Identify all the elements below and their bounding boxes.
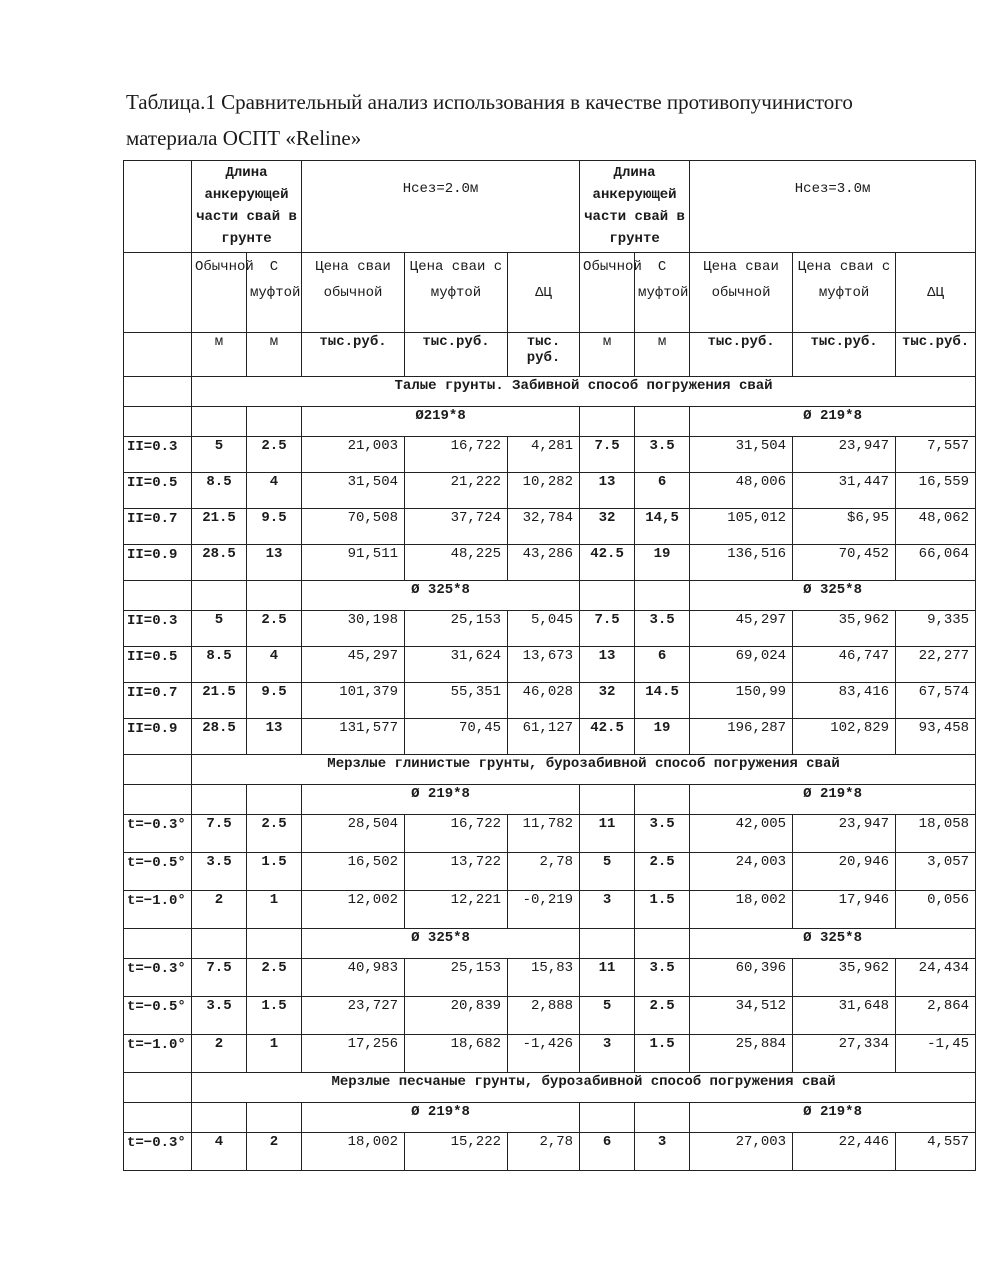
length-sleeve-b: 6 xyxy=(635,647,690,683)
length-ordinary-a: 2 xyxy=(192,1035,247,1073)
length-sleeve-b: 2.5 xyxy=(635,997,690,1035)
length-sleeve-b: 1.5 xyxy=(635,891,690,929)
length-sleeve-a: 1.5 xyxy=(247,853,302,891)
price-ordinary-a: 12,002 xyxy=(302,891,405,929)
empty-cell xyxy=(124,333,192,377)
price-ordinary-b: 69,024 xyxy=(690,647,793,683)
pipe-size-b: Ø 219*8 xyxy=(690,407,976,437)
table-row xyxy=(124,1133,976,1171)
header-row-1 xyxy=(124,161,976,253)
row-label: II=0.3 xyxy=(124,611,192,647)
delta-a: 15,83 xyxy=(508,959,580,997)
price-ordinary-b: 136,516 xyxy=(690,545,793,581)
section-title: Мерзлые глинистые грунты, бурозабивной способ погружения свай xyxy=(192,755,976,785)
price-sleeve-b: 20,946 xyxy=(793,853,896,891)
unit-m: м xyxy=(635,333,690,377)
price-sleeve-b: 35,962 xyxy=(793,959,896,997)
pipe-size-a: Ø 219*8 xyxy=(302,785,580,815)
length-sleeve-b: 19 xyxy=(635,719,690,755)
length-sleeve-a: 9.5 xyxy=(247,509,302,545)
length-ordinary-b: 13 xyxy=(580,473,635,509)
price-sleeve-b: 23,947 xyxy=(793,815,896,853)
price-sleeve-a: 48,225 xyxy=(405,545,508,581)
price-sleeve-b: 27,334 xyxy=(793,1035,896,1073)
unit-rub: тыс.руб. xyxy=(405,333,508,377)
corner-cell xyxy=(124,161,192,253)
delta-a: 32,784 xyxy=(508,509,580,545)
length-sleeve-a: 2.5 xyxy=(247,611,302,647)
length-sleeve-a: 2.5 xyxy=(247,959,302,997)
unit-rub: тыс.руб. xyxy=(302,333,405,377)
unit-rub: тыс.руб. xyxy=(793,333,896,377)
ordinary-col-header-b: Обычной xyxy=(580,253,635,333)
empty-cell xyxy=(635,1103,690,1133)
price-ordinary-b: 150,99 xyxy=(690,683,793,719)
price-ordinary-b: 42,005 xyxy=(690,815,793,853)
pipe-size-b: Ø 325*8 xyxy=(690,581,976,611)
price-sleeve-header-b: Цена сваи с муфтой xyxy=(793,253,896,333)
empty-cell xyxy=(124,785,192,815)
section-title: Мерзлые песчаные грунты, бурозабивной способ погружения свай xyxy=(192,1073,976,1103)
table-row xyxy=(124,545,976,581)
table-row xyxy=(124,997,976,1035)
length-sleeve-b: 14,5 xyxy=(635,509,690,545)
delta-b: 3,057 xyxy=(896,853,976,891)
price-ordinary-b: 48,006 xyxy=(690,473,793,509)
delta-a: -0,219 xyxy=(508,891,580,929)
empty-cell xyxy=(635,929,690,959)
length-ordinary-a: 2 xyxy=(192,891,247,929)
delta-b: 67,574 xyxy=(896,683,976,719)
price-ordinary-b: 18,002 xyxy=(690,891,793,929)
length-ordinary-b: 5 xyxy=(580,853,635,891)
empty-cell xyxy=(247,785,302,815)
delta-a: 2,888 xyxy=(508,997,580,1035)
table-row xyxy=(124,683,976,719)
row-label: II=0.7 xyxy=(124,509,192,545)
row-label: II=0.5 xyxy=(124,647,192,683)
pipe-size-a: Ø 219*8 xyxy=(302,1103,580,1133)
price-sleeve-a: 25,153 xyxy=(405,611,508,647)
row-label: t=−1.0° xyxy=(124,891,192,929)
row-label: II=0.9 xyxy=(124,545,192,581)
price-ordinary-a: 30,198 xyxy=(302,611,405,647)
delta-a: 11,782 xyxy=(508,815,580,853)
section-row xyxy=(124,377,976,407)
units-row xyxy=(124,333,976,377)
table-caption: Таблица.1 Сравнительный анализ использования в качестве противопучинистого материала ОСПТ «Reline» xyxy=(126,90,853,150)
length-ordinary-b: 42.5 xyxy=(580,719,635,755)
price-sleeve-header-a: Цена сваи с муфтой xyxy=(405,253,508,333)
length-sleeve-b: 1.5 xyxy=(635,1035,690,1073)
delta-b: 93,458 xyxy=(896,719,976,755)
delta-a: 13,673 xyxy=(508,647,580,683)
price-ordinary-a: 18,002 xyxy=(302,1133,405,1171)
price-ordinary-a: 70,508 xyxy=(302,509,405,545)
row-label: t=−0.3° xyxy=(124,815,192,853)
length-sleeve-b: 3.5 xyxy=(635,815,690,853)
empty-cell xyxy=(580,929,635,959)
delta-b: 22,277 xyxy=(896,647,976,683)
empty-cell xyxy=(124,407,192,437)
pipe-row xyxy=(124,1103,976,1133)
delta-b: 24,434 xyxy=(896,959,976,997)
length-ordinary-b: 32 xyxy=(580,509,635,545)
price-sleeve-a: 15,222 xyxy=(405,1133,508,1171)
price-sleeve-a: 70,45 xyxy=(405,719,508,755)
section-row xyxy=(124,1073,976,1103)
price-sleeve-b: 70,452 xyxy=(793,545,896,581)
price-sleeve-a: 21,222 xyxy=(405,473,508,509)
delta-b: 18,058 xyxy=(896,815,976,853)
pipe-size-b: Ø 219*8 xyxy=(690,1103,976,1133)
length-ordinary-a: 7.5 xyxy=(192,815,247,853)
empty-cell xyxy=(635,581,690,611)
length-ordinary-a: 4 xyxy=(192,1133,247,1171)
unit-m: м xyxy=(580,333,635,377)
delta-a: -1,426 xyxy=(508,1035,580,1073)
length-sleeve-b: 3.5 xyxy=(635,611,690,647)
price-sleeve-b: 35,962 xyxy=(793,611,896,647)
empty-cell xyxy=(192,785,247,815)
delta-b: 0,056 xyxy=(896,891,976,929)
empty-cell xyxy=(124,581,192,611)
price-sleeve-b: 23,947 xyxy=(793,437,896,473)
header-row-2 xyxy=(124,253,976,333)
empty-cell xyxy=(192,407,247,437)
price-sleeve-b: $6,95 xyxy=(793,509,896,545)
delta-header-a: ΔЦ xyxy=(508,253,580,333)
length-sleeve-b: 6 xyxy=(635,473,690,509)
length-ordinary-b: 5 xyxy=(580,997,635,1035)
length-sleeve-b: 3.5 xyxy=(635,959,690,997)
sleeve-col-header-a: С муфтой xyxy=(247,253,302,333)
pipe-row xyxy=(124,581,976,611)
price-ordinary-a: 131,577 xyxy=(302,719,405,755)
length-ordinary-b: 3 xyxy=(580,891,635,929)
length-ordinary-a: 3.5 xyxy=(192,997,247,1035)
length-sleeve-a: 13 xyxy=(247,545,302,581)
price-sleeve-b: 46,747 xyxy=(793,647,896,683)
empty-cell xyxy=(124,1103,192,1133)
price-ordinary-b: 105,012 xyxy=(690,509,793,545)
delta-b: 66,064 xyxy=(896,545,976,581)
section-title: Талые грунты. Забивной способ погружения свай xyxy=(192,377,976,407)
price-ordinary-a: 16,502 xyxy=(302,853,405,891)
price-ordinary-a: 101,379 xyxy=(302,683,405,719)
delta-a: 61,127 xyxy=(508,719,580,755)
empty-cell xyxy=(635,785,690,815)
row-label: t=−0.5° xyxy=(124,997,192,1035)
empty-cell xyxy=(124,1073,192,1103)
pipe-size-a: Ø 325*8 xyxy=(302,929,580,959)
length-ordinary-a: 5 xyxy=(192,437,247,473)
length-ordinary-b: 3 xyxy=(580,1035,635,1073)
length-ordinary-a: 7.5 xyxy=(192,959,247,997)
price-ordinary-b: 196,287 xyxy=(690,719,793,755)
depth-header-2m: Нсез=2.0м xyxy=(302,161,580,253)
table-row xyxy=(124,473,976,509)
price-sleeve-a: 25,153 xyxy=(405,959,508,997)
length-sleeve-b: 14.5 xyxy=(635,683,690,719)
empty-cell xyxy=(580,407,635,437)
empty-cell xyxy=(247,1103,302,1133)
depth-header-3m: Нсез=3.0м xyxy=(690,161,976,253)
delta-header-b: ΔЦ xyxy=(896,253,976,333)
empty-cell xyxy=(124,377,192,407)
length-sleeve-b: 2.5 xyxy=(635,853,690,891)
table-row xyxy=(124,853,976,891)
row-label: t=−0.3° xyxy=(124,1133,192,1171)
length-ordinary-b: 11 xyxy=(580,815,635,853)
price-sleeve-a: 31,624 xyxy=(405,647,508,683)
unit-delta: тыс.руб. xyxy=(896,333,976,377)
length-ordinary-b: 11 xyxy=(580,959,635,997)
unit-m: м xyxy=(192,333,247,377)
length-ordinary-a: 28.5 xyxy=(192,719,247,755)
price-ordinary-b: 24,003 xyxy=(690,853,793,891)
price-sleeve-a: 13,722 xyxy=(405,853,508,891)
delta-b: 4,557 xyxy=(896,1133,976,1171)
price-ordinary-header-a: Цена сваи обычной xyxy=(302,253,405,333)
length-sleeve-b: 19 xyxy=(635,545,690,581)
price-ordinary-header-b: Цена сваи обычной xyxy=(690,253,793,333)
price-ordinary-a: 21,003 xyxy=(302,437,405,473)
delta-a: 43,286 xyxy=(508,545,580,581)
empty-cell xyxy=(124,929,192,959)
pipe-row xyxy=(124,407,976,437)
price-sleeve-b: 17,946 xyxy=(793,891,896,929)
delta-b: 48,062 xyxy=(896,509,976,545)
length-ordinary-a: 5 xyxy=(192,611,247,647)
length-sleeve-a: 13 xyxy=(247,719,302,755)
length-ordinary-b: 7.5 xyxy=(580,611,635,647)
pipe-row xyxy=(124,929,976,959)
length-sleeve-b: 3 xyxy=(635,1133,690,1171)
anchor-length-header-b: Длина анкерующей части свай в грунте xyxy=(580,161,690,253)
length-ordinary-a: 28.5 xyxy=(192,545,247,581)
length-sleeve-a: 9.5 xyxy=(247,683,302,719)
length-sleeve-a: 2 xyxy=(247,1133,302,1171)
length-ordinary-a: 21.5 xyxy=(192,683,247,719)
length-sleeve-a: 1 xyxy=(247,891,302,929)
sleeve-col-header-b: С муфтой xyxy=(635,253,690,333)
length-sleeve-a: 1.5 xyxy=(247,997,302,1035)
length-ordinary-b: 7.5 xyxy=(580,437,635,473)
table-row xyxy=(124,437,976,473)
price-sleeve-a: 16,722 xyxy=(405,815,508,853)
empty-cell xyxy=(192,581,247,611)
price-sleeve-b: 22,446 xyxy=(793,1133,896,1171)
price-ordinary-a: 45,297 xyxy=(302,647,405,683)
table-row xyxy=(124,1035,976,1073)
row-label: t=−0.3° xyxy=(124,959,192,997)
price-sleeve-a: 18,682 xyxy=(405,1035,508,1073)
price-ordinary-b: 60,396 xyxy=(690,959,793,997)
pipe-size-a: Ø219*8 xyxy=(302,407,580,437)
empty-cell xyxy=(580,1103,635,1133)
row-label: t=−1.0° xyxy=(124,1035,192,1073)
delta-b: 9,335 xyxy=(896,611,976,647)
price-sleeve-a: 37,724 xyxy=(405,509,508,545)
section-row xyxy=(124,755,976,785)
empty-cell xyxy=(124,755,192,785)
comparison-table xyxy=(123,160,976,1171)
price-sleeve-a: 55,351 xyxy=(405,683,508,719)
empty-cell xyxy=(247,581,302,611)
delta-a: 2,78 xyxy=(508,1133,580,1171)
price-sleeve-a: 12,221 xyxy=(405,891,508,929)
length-ordinary-a: 8.5 xyxy=(192,473,247,509)
anchor-length-header-a: Длина анкерующей части свай в грунте xyxy=(192,161,302,253)
empty-cell xyxy=(247,929,302,959)
delta-a: 10,282 xyxy=(508,473,580,509)
price-ordinary-a: 17,256 xyxy=(302,1035,405,1073)
price-ordinary-b: 31,504 xyxy=(690,437,793,473)
price-ordinary-b: 45,297 xyxy=(690,611,793,647)
pipe-row xyxy=(124,785,976,815)
length-sleeve-a: 2.5 xyxy=(247,815,302,853)
row-label: II=0.9 xyxy=(124,719,192,755)
unit-m: м xyxy=(247,333,302,377)
price-ordinary-a: 40,983 xyxy=(302,959,405,997)
row-label: II=0.7 xyxy=(124,683,192,719)
table-row xyxy=(124,647,976,683)
empty-cell xyxy=(580,581,635,611)
table-row xyxy=(124,719,976,755)
length-ordinary-b: 6 xyxy=(580,1133,635,1171)
price-sleeve-a: 20,839 xyxy=(405,997,508,1035)
price-sleeve-b: 31,648 xyxy=(793,997,896,1035)
price-sleeve-a: 16,722 xyxy=(405,437,508,473)
pipe-size-b: Ø 219*8 xyxy=(690,785,976,815)
delta-b: 16,559 xyxy=(896,473,976,509)
price-ordinary-a: 91,511 xyxy=(302,545,405,581)
ordinary-col-header-a: Обычной xyxy=(192,253,247,333)
pipe-size-b: Ø 325*8 xyxy=(690,929,976,959)
delta-a: 2,78 xyxy=(508,853,580,891)
empty-cell xyxy=(192,1103,247,1133)
length-ordinary-a: 3.5 xyxy=(192,853,247,891)
length-ordinary-a: 8.5 xyxy=(192,647,247,683)
row-label: II=0.5 xyxy=(124,473,192,509)
price-ordinary-a: 28,504 xyxy=(302,815,405,853)
length-sleeve-a: 4 xyxy=(247,473,302,509)
length-ordinary-b: 32 xyxy=(580,683,635,719)
length-ordinary-a: 21.5 xyxy=(192,509,247,545)
length-sleeve-a: 1 xyxy=(247,1035,302,1073)
empty-cell xyxy=(192,929,247,959)
row-label: II=0.3 xyxy=(124,437,192,473)
price-sleeve-b: 31,447 xyxy=(793,473,896,509)
delta-b: 2,864 xyxy=(896,997,976,1035)
price-ordinary-a: 31,504 xyxy=(302,473,405,509)
delta-a: 4,281 xyxy=(508,437,580,473)
price-sleeve-b: 83,416 xyxy=(793,683,896,719)
length-sleeve-b: 3.5 xyxy=(635,437,690,473)
table-row xyxy=(124,611,976,647)
table-row xyxy=(124,891,976,929)
price-ordinary-a: 23,727 xyxy=(302,997,405,1035)
price-sleeve-b: 102,829 xyxy=(793,719,896,755)
unit-delta: тыс. руб. xyxy=(508,333,580,377)
unit-rub: тыс.руб. xyxy=(690,333,793,377)
delta-a: 46,028 xyxy=(508,683,580,719)
row-label: t=−0.5° xyxy=(124,853,192,891)
price-ordinary-b: 27,003 xyxy=(690,1133,793,1171)
empty-cell xyxy=(124,253,192,333)
price-ordinary-b: 25,884 xyxy=(690,1035,793,1073)
empty-cell xyxy=(635,407,690,437)
table-row xyxy=(124,815,976,853)
price-ordinary-b: 34,512 xyxy=(690,997,793,1035)
delta-a: 5,045 xyxy=(508,611,580,647)
table-row xyxy=(124,509,976,545)
delta-b: -1,45 xyxy=(896,1035,976,1073)
delta-b: 7,557 xyxy=(896,437,976,473)
empty-cell xyxy=(247,407,302,437)
length-sleeve-a: 4 xyxy=(247,647,302,683)
length-sleeve-a: 2.5 xyxy=(247,437,302,473)
length-ordinary-b: 42.5 xyxy=(580,545,635,581)
empty-cell xyxy=(580,785,635,815)
length-ordinary-b: 13 xyxy=(580,647,635,683)
pipe-size-a: Ø 325*8 xyxy=(302,581,580,611)
table-row xyxy=(124,959,976,997)
